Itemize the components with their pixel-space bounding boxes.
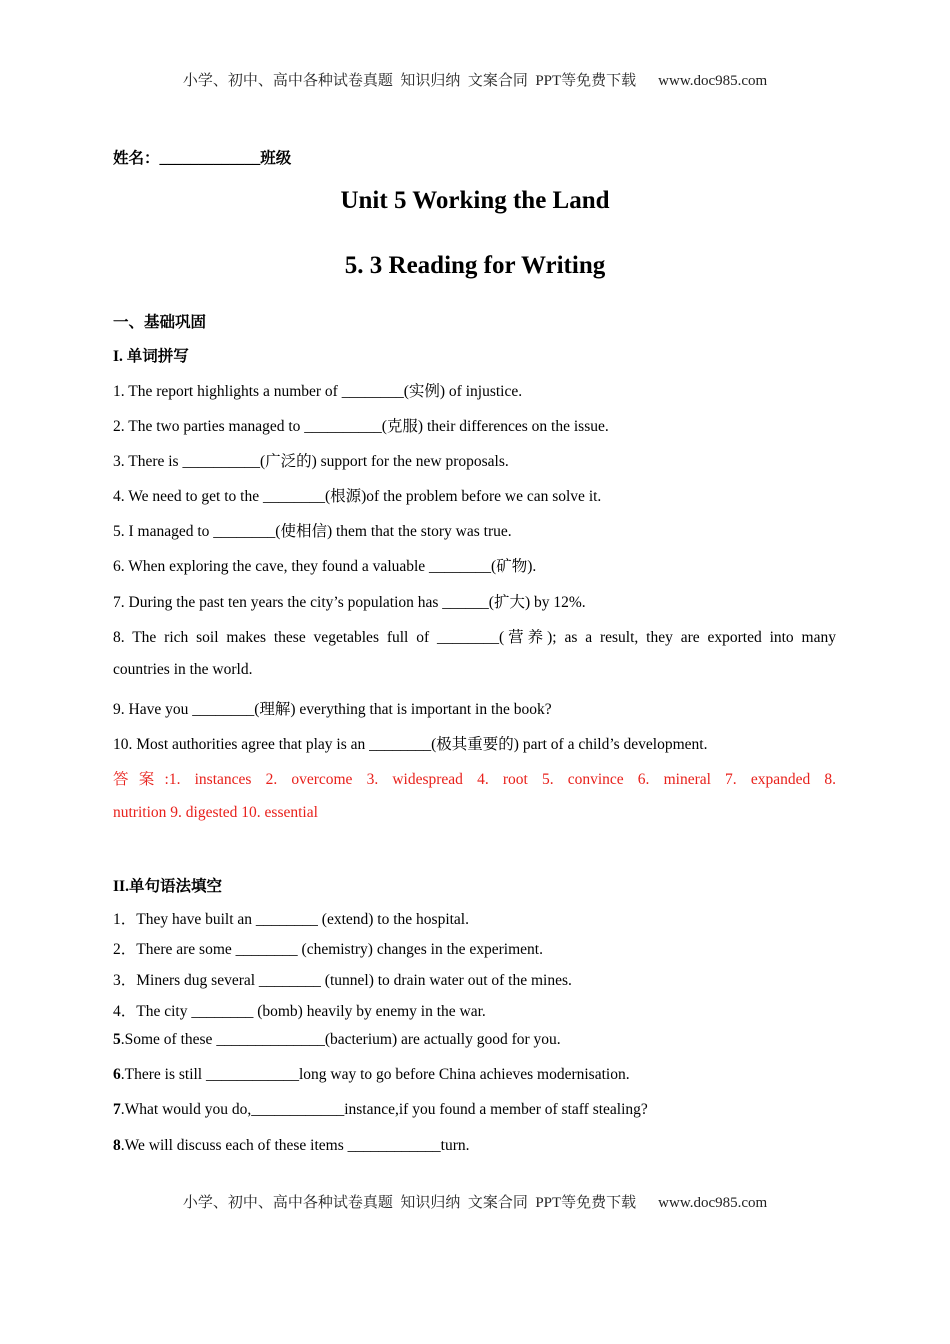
grammar-item-6 [113, 1066, 630, 1084]
section1-heading: 一、基础巩固 [113, 314, 207, 331]
footer-site: www.doc985.com [658, 1195, 768, 1211]
item-text: .We will discuss each of these items ____________turn. [120, 1137, 470, 1154]
grammar-item-7 [113, 1101, 648, 1119]
item-number: 8 [113, 1137, 121, 1154]
grammar-item-4: 4．The city ________ (bomb) heavily by enemy in the war. [113, 1003, 486, 1020]
item-number: 7 [113, 1101, 121, 1118]
page-header [0, 69, 950, 90]
item-number: 5 [113, 1031, 121, 1048]
vocab-item-8: 8. The rich soil makes these vegetables full of ________(营养); as a result, they are exported into many [113, 629, 836, 646]
answer-line-1: 答案:1. instances 2. overcome 3. widespread 4. root 5. convince 6. mineral 7. expanded 8. [113, 771, 836, 788]
item-text: .There is still ____________long way to go before China achieves modernisation. [120, 1066, 630, 1083]
header-site: www.doc985.com [658, 73, 768, 89]
grammar-item-1: 1．They have built an ________ (extend) to the hospital. [113, 911, 469, 928]
grammar-item-5 [113, 1031, 561, 1049]
item-text: .What would you do,____________instance,if you found a member of staff stealing? [120, 1101, 648, 1118]
vocab-item-5: 5. I managed to ________(使相信) them that the story was true. [113, 523, 512, 540]
name-class-line [113, 146, 291, 168]
answer-line-2: nutrition 9. digested 10. essential [113, 804, 318, 821]
vocab-item-4: 4. We need to get to the ________(根源)of the problem before we can solve it. [113, 488, 602, 505]
grammar-item-8 [113, 1137, 470, 1155]
class-label: 班级 [260, 150, 292, 167]
item-text: .Some of these ______________(bacterium) are actually good for you. [120, 1031, 561, 1048]
unit-title: Unit 5 Working the Land [340, 187, 610, 214]
lesson-subtitle: 5. 3 Reading for Writing [344, 252, 606, 279]
vocab-item-2: 2. The two parties managed to __________(克服) their differences on the issue. [113, 418, 609, 435]
vocab-item-10: 10. Most authorities agree that play is an ________(极其重要的) part of a child’s development. [113, 736, 708, 753]
footer-text: 小学、初中、高中各种试卷真题 知识归纳 文案合同 PPT等免费下载 [182, 1195, 637, 1211]
vocab-item-9: 9. Have you ________(理解) everything that is important in the book? [113, 701, 552, 718]
name-blank: _____________ [159, 150, 261, 167]
vocab-item-7: 7. During the past ten years the city’s population has ______(扩大) by 12%. [113, 594, 586, 611]
part1-heading: I. 单词拼写 [113, 348, 189, 365]
section2-heading: II.单句语法填空 [113, 878, 222, 895]
page-footer [0, 1191, 950, 1212]
vocab-item-1: 1. The report highlights a number of ________(实例) of injustice. [113, 383, 523, 400]
grammar-item-2: 2．There are some ________ (chemistry) changes in the experiment. [113, 941, 543, 958]
vocab-item-6: 6. When exploring the cave, they found a valuable ________(矿物). [113, 558, 537, 575]
item-number: 6 [113, 1066, 121, 1083]
vocab-item-8-cont: countries in the world. [113, 661, 253, 678]
vocab-item-3: 3. There is __________(广泛的) support for the new proposals. [113, 453, 509, 470]
name-label: 姓名： [113, 150, 160, 167]
header-text: 小学、初中、高中各种试卷真题 知识归纳 文案合同 PPT等免费下载 [182, 73, 637, 89]
grammar-item-3: 3．Miners dug several ________ (tunnel) to drain water out of the mines. [113, 972, 572, 989]
